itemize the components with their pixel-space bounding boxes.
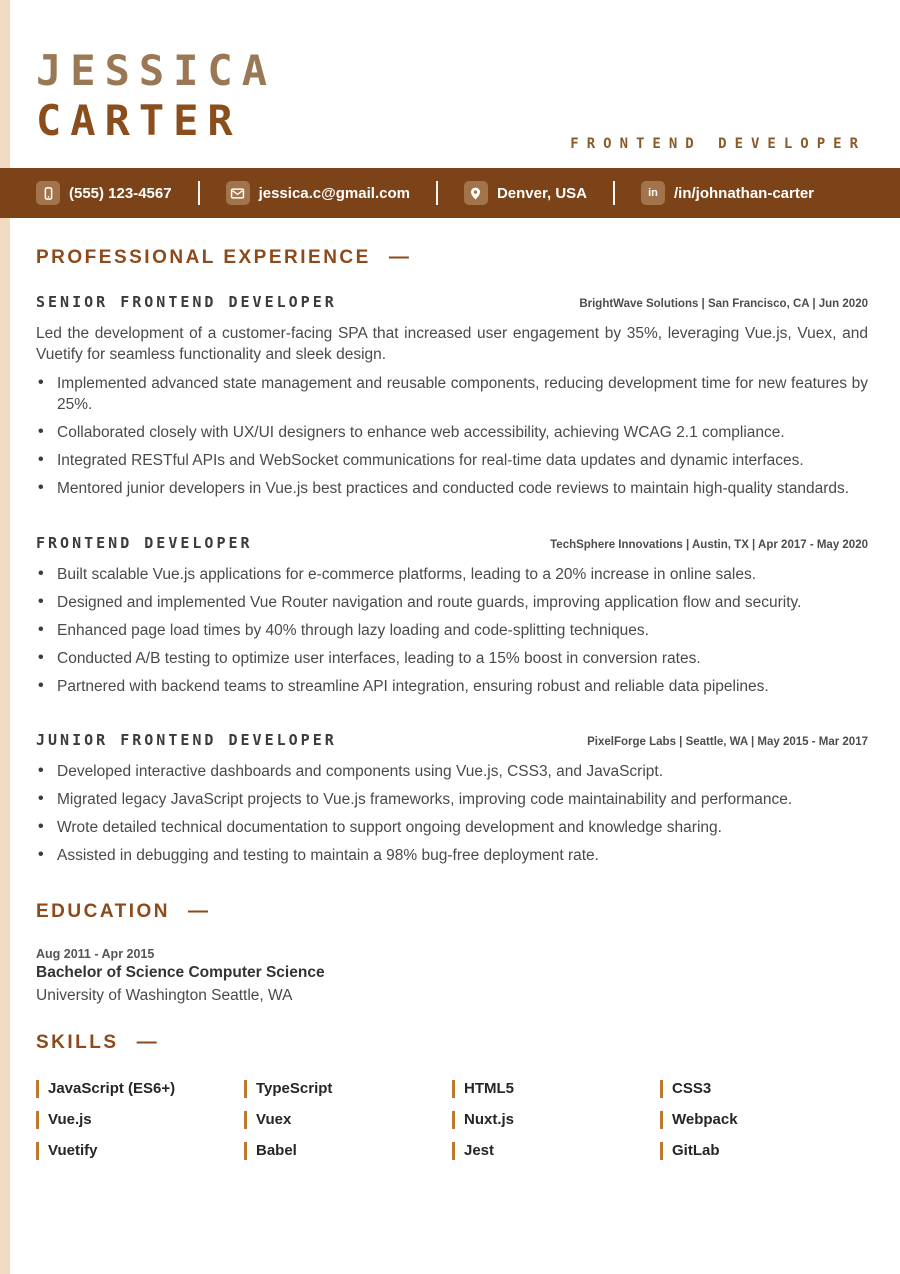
resume-header xyxy=(0,0,900,168)
job-bullet: • Wrote detailed technical documentation to support ongoing development and knowledge sharing. xyxy=(36,817,868,838)
phone-number: (555) 123-4567 xyxy=(69,184,172,202)
location-icon xyxy=(464,181,488,205)
contact-phone[interactable] xyxy=(36,181,172,205)
job-entry-frontend xyxy=(36,534,868,697)
heading-dash: — xyxy=(136,1031,157,1054)
job-bullet-list xyxy=(36,564,868,697)
contact-email[interactable] xyxy=(226,181,410,205)
linkedin-icon xyxy=(641,181,665,205)
job-bullet-list xyxy=(36,761,868,866)
job-title: JUNIOR FRONTEND DEVELOPER xyxy=(36,730,337,749)
education-school: University of Washington Seattle, WA xyxy=(36,987,293,1005)
skills-heading xyxy=(36,1031,868,1054)
location-text: Denver, USA xyxy=(496,184,587,202)
skill-item: HTML5 xyxy=(452,1080,660,1098)
resume-body xyxy=(0,218,900,1160)
skill-item: JavaScript (ES6+) xyxy=(36,1080,244,1098)
job-head xyxy=(36,293,868,311)
heading-dash: — xyxy=(388,246,409,268)
job-meta: PixelForge Labs | Seattle, WA | May 2015 - Mar 2017 xyxy=(587,735,868,748)
job-bullet: • Partnered with backend teams to streamline API integration, ensuring robust and reliable data pipelines. xyxy=(36,676,868,697)
candidate-name xyxy=(36,46,868,146)
contact-divider xyxy=(436,181,438,205)
linkedin-badge-text: in xyxy=(648,186,658,199)
last-name: CARTER xyxy=(36,96,242,145)
job-meta: BrightWave Solutions | San Francisco, CA | Jun 2020 xyxy=(579,298,868,310)
job-bullet: • Conducted A/B testing to optimize user interfaces, leading to a 15% boost in conversion rates. xyxy=(36,648,868,669)
job-meta: TechSphere Innovations | Austin, TX | Apr 2017 - May 2020 xyxy=(550,538,868,551)
contact-linkedin[interactable] xyxy=(641,181,814,205)
job-bullet: • Mentored junior developers in Vue.js best practices and conducted code reviews to maintain high-quality standards. xyxy=(36,478,868,499)
job-entry-senior-frontend xyxy=(36,293,868,500)
job-title: SENIOR FRONTEND DEVELOPER xyxy=(36,293,337,311)
skill-item: Vue.js xyxy=(36,1111,244,1129)
job-title: FRONTEND DEVELOPER xyxy=(36,533,253,552)
education-heading xyxy=(36,900,868,923)
job-bullet: • Implemented advanced state management and reusable components, reducing development time for new features by 25%. xyxy=(36,373,868,415)
job-bullet: • Enhanced page load times by 40% through lazy loading and code-splitting techniques. xyxy=(36,620,868,641)
skill-item: Nuxt.js xyxy=(452,1111,660,1129)
job-entry-junior-frontend xyxy=(36,731,868,866)
section-skills xyxy=(36,1031,868,1160)
job-bullet: • Developed interactive dashboards and components using Vue.js, CSS3, and JavaScript. xyxy=(36,761,868,782)
skills-grid xyxy=(36,1080,868,1160)
section-education xyxy=(36,900,868,1005)
skills-heading-text: SKILLS xyxy=(36,1031,119,1053)
contact-divider xyxy=(613,181,615,205)
job-bullet: • Integrated RESTful APIs and WebSocket communications for real-time data updates and dynamic interfaces. xyxy=(36,450,868,471)
job-bullet: • Built scalable Vue.js applications for e-commerce platforms, leading to a 20% increase in online sales. xyxy=(36,564,868,585)
contact-location[interactable] xyxy=(464,181,587,205)
job-head xyxy=(36,534,868,552)
education-degree: Bachelor of Science Computer Science xyxy=(36,964,325,982)
skill-item: Babel xyxy=(244,1142,452,1160)
contact-divider xyxy=(198,181,200,205)
education-dates: Aug 2011 - Apr 2015 xyxy=(36,947,155,962)
job-bullet: • Migrated legacy JavaScript projects to Vue.js frameworks, improving code maintainability and performance. xyxy=(36,789,868,810)
experience-heading-text: PROFESSIONAL EXPERIENCE xyxy=(36,246,371,268)
job-head xyxy=(36,731,868,749)
contact-bar xyxy=(0,168,900,218)
section-experience xyxy=(36,246,868,866)
job-bullet: • Designed and implemented Vue Router navigation and route guards, improving application flow and security. xyxy=(36,592,868,613)
experience-heading xyxy=(36,246,868,269)
skill-item: Vuetify xyxy=(36,1142,244,1160)
email-address: jessica.c@gmail.com xyxy=(258,184,410,202)
skill-item: TypeScript xyxy=(244,1080,452,1098)
job-bullet: • Assisted in debugging and testing to maintain a 98% bug-free deployment rate. xyxy=(36,845,868,866)
email-icon xyxy=(226,181,250,205)
skill-item: Vuex xyxy=(244,1111,452,1129)
skill-item: GitLab xyxy=(660,1142,868,1160)
skill-item: Jest xyxy=(452,1142,660,1160)
skill-item: Webpack xyxy=(660,1111,868,1129)
phone-icon xyxy=(36,181,60,205)
education-heading-text: EDUCATION xyxy=(36,900,171,922)
job-role-subtitle: FRONTEND DEVELOPER xyxy=(570,136,866,152)
job-summary: Led the development of a customer-facing SPA that increased user engagement by 35%, leveraging Vue.js, Vuex, and Vuetify for seamless functionality and sleek design. xyxy=(36,325,868,364)
heading-dash: — xyxy=(188,900,209,923)
job-bullet: • Collaborated closely with UX/UI designers to enhance web accessibility, achieving WCAG 2.1 compliance. xyxy=(36,422,868,443)
first-name: JESSICA xyxy=(36,46,277,95)
skill-item: CSS3 xyxy=(660,1080,868,1098)
job-bullet-list xyxy=(36,373,868,499)
linkedin-handle: /in/johnathan-carter xyxy=(674,184,815,202)
